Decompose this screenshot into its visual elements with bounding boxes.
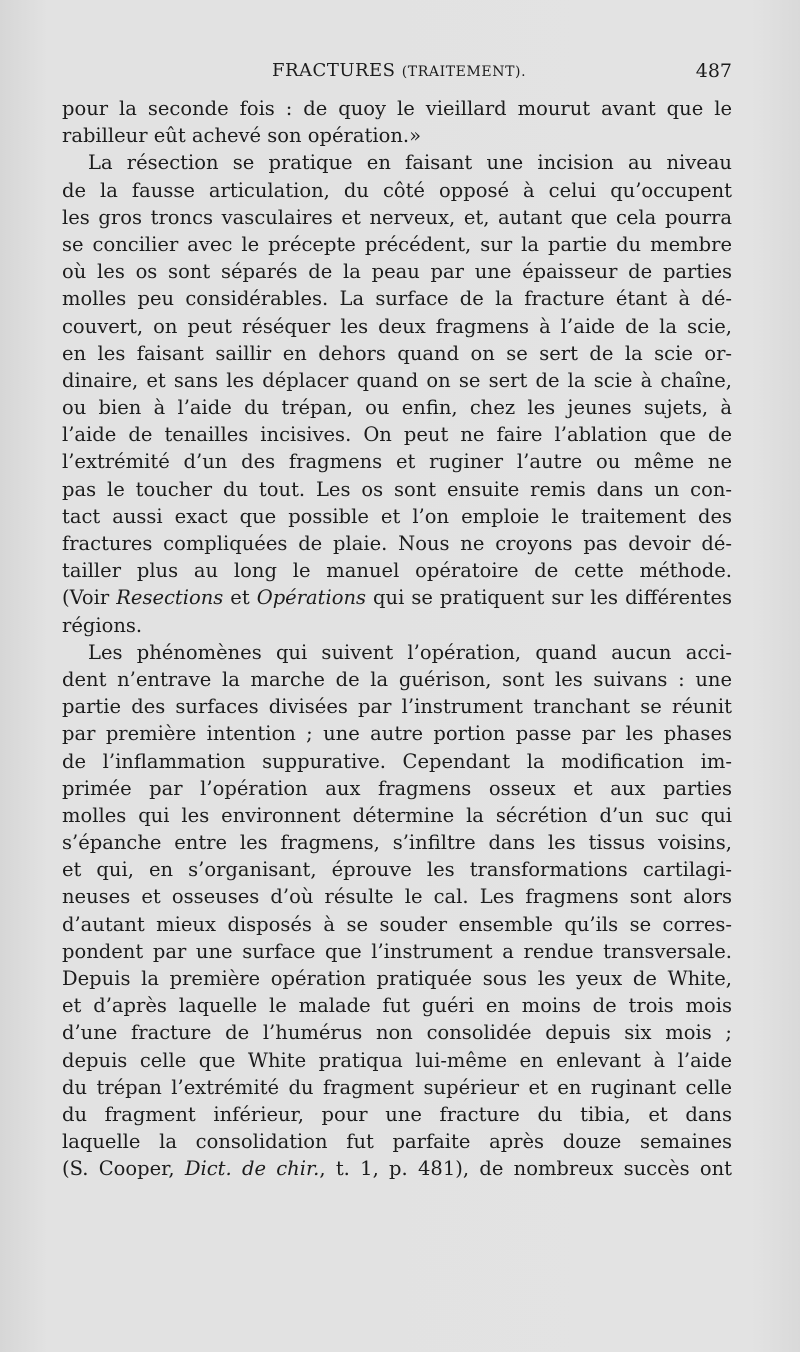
italic-reference: Resections xyxy=(116,586,224,610)
text-line: par première intention ; une autre portion passe par les phases xyxy=(62,722,732,746)
text-line: tailler plus au long le manuel opératoire de cette méthode. xyxy=(62,559,732,583)
text-line: et d’après laquelle le malade fut guéri en moins de trois mois xyxy=(62,994,732,1018)
text-line: se concilier avec le précepte précédent, sur la partie du membre xyxy=(62,232,732,256)
text-line: tact aussi exact que possible et l’on emploie le traitement des xyxy=(62,504,732,528)
text-line: depuis celle que White pratiqua lui-même en enlevant à l’aide xyxy=(62,1048,732,1072)
text-line: primée par l’opération aux fragmens osseux et aux parties xyxy=(62,776,732,800)
text-line: ou bien à l’aide du trépan, ou enfin, chez les jeunes sujets, à xyxy=(62,396,732,420)
text-line: molles peu considérables. La surface de la fracture étant à dé- xyxy=(62,287,732,311)
text-line: fractures compliquées de plaie. Nous ne croyons pas devoir dé- xyxy=(62,532,732,555)
text-line: d’une fracture de l’humérus non consolidée depuis six mois ; xyxy=(62,1021,732,1045)
text-line: pas le toucher du tout. Les os sont ensuite remis dans un con- xyxy=(62,477,732,501)
text-line: l’extrémité d’un des fragmens et ruginer l’autre ou même ne xyxy=(62,450,732,474)
text-line: pour la seconde fois : de quoy le vieillard mourut avant que le xyxy=(62,97,732,120)
running-title-sub: (TRAITEMENT). xyxy=(401,64,527,80)
paragraph-first-line: La résection se pratique en faisant une incision au niveau xyxy=(88,151,732,175)
text-run: , t. 1, p. 481), de nombreux succès ont xyxy=(319,1157,732,1181)
text-run: (S. Cooper, xyxy=(62,1157,185,1181)
italic-reference: Opérations xyxy=(256,586,367,610)
text-line: où les os sont séparés de la peau par une épaisseur de parties xyxy=(62,260,732,284)
text-run: qui se pratiquent sur les différentes xyxy=(366,586,732,610)
text-line: l’aide de tenailles incisives. On peut ne faire l’ablation que de xyxy=(62,423,732,447)
text-line-with-italics xyxy=(62,1155,732,1182)
text-line: dent n’entrave la marche de la guérison, sont les suivans : une xyxy=(62,667,732,691)
text-line: régions. xyxy=(62,613,143,637)
text-line: rabilleur eût achevé son opération.» xyxy=(62,124,422,148)
text-line: du fragment inférieur, pour une fracture du tibia, et dans xyxy=(62,1102,732,1126)
page-number: 487 xyxy=(695,60,732,82)
page-header xyxy=(0,60,800,88)
paragraph-first-line: Les phénomènes qui suivent l’opération, quand aucun acci- xyxy=(88,640,732,664)
text-run: (Voir xyxy=(62,586,117,610)
text-line: couvert, on peut réséquer les deux fragmens à l’aide de la scie, xyxy=(62,314,732,338)
text-line: Depuis la première opération pratiquée sous les yeux de White, xyxy=(62,967,732,990)
running-title-main: FRACTURES xyxy=(272,60,396,81)
text-line: d’autant mieux disposés à se souder ensemble qu’ils se corres- xyxy=(62,912,732,936)
text-line: molles qui les environnent détermine la sécrétion d’un suc qui xyxy=(62,803,732,827)
text-line: s’épanche entre les fragmens, s’infiltre dans les tissus voisins, xyxy=(62,831,732,855)
text-line-with-italics xyxy=(62,584,732,611)
text-line: et qui, en s’organisant, éprouve les transformations cartilagi- xyxy=(62,858,732,882)
running-title xyxy=(272,60,526,81)
italic-reference: Dict. de chir. xyxy=(184,1157,320,1181)
text-line: de la fausse articulation, du côté opposé à celui qu’occupent xyxy=(62,178,732,202)
text-line: en les faisant saillir en dehors quand on se sert de la scie or- xyxy=(62,341,732,365)
text-line: laquelle la consolidation fut parfaite après douze semaines xyxy=(62,1130,732,1154)
text-run: et xyxy=(223,586,257,610)
text-line: de l’inflammation suppurative. Cependant la modification im- xyxy=(62,749,732,773)
text-line: partie des surfaces divisées par l’instrument tranchant se réunit xyxy=(62,695,732,719)
text-line: neuses et osseuses d’où résulte le cal. Les fragmens sont alors xyxy=(62,885,732,909)
text-line: les gros troncs vasculaires et nerveux, et, autant que cela pourra xyxy=(62,205,732,229)
text-line: pondent par une surface que l’instrument a rendue transversale. xyxy=(62,939,732,963)
body-text xyxy=(62,95,732,1183)
text-line: du trépan l’extrémité du fragment supérieur et en ruginant celle xyxy=(62,1075,732,1099)
text-line: dinaire, et sans les déplacer quand on se sert de la scie à chaîne, xyxy=(62,368,732,392)
